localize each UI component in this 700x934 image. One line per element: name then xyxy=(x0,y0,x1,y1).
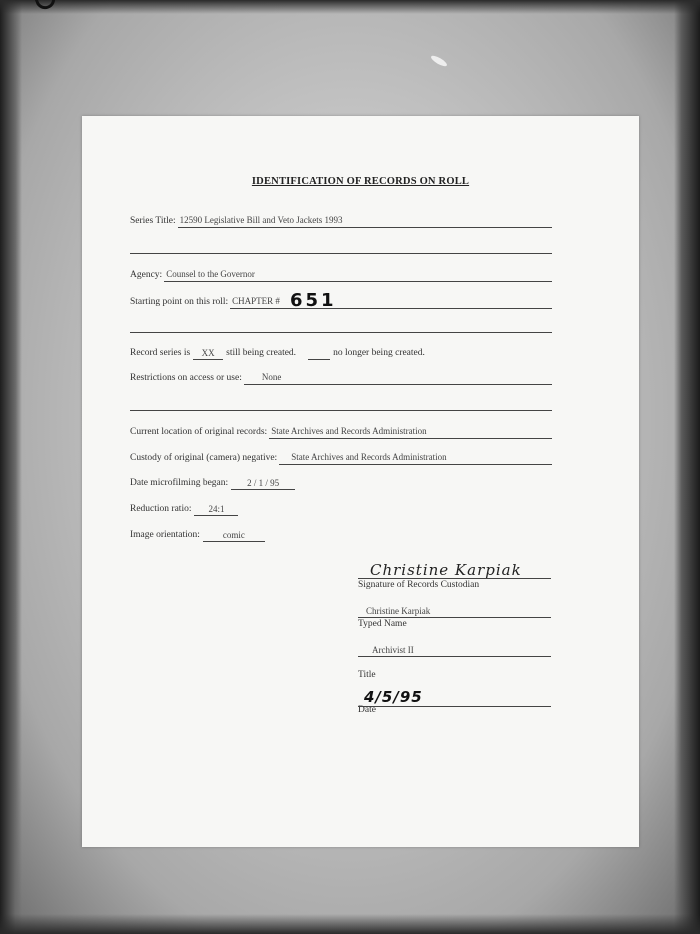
still-created-mark[interactable]: XX xyxy=(193,347,223,360)
current-location-field[interactable]: State Archives and Records Administration xyxy=(269,424,552,439)
starting-point-continuation-line xyxy=(130,332,552,333)
title-line[interactable] xyxy=(358,636,551,657)
custody-field[interactable]: State Archives and Records Administration xyxy=(279,450,552,465)
signature-section xyxy=(358,556,551,590)
current-location-row xyxy=(130,423,552,439)
records-form-page xyxy=(82,116,639,847)
title-value: Archivist II xyxy=(372,645,414,655)
series-title-continuation-line xyxy=(130,253,552,254)
date-label: Date xyxy=(358,705,376,715)
record-series-label: Record series is xyxy=(130,348,191,358)
typed-name-line[interactable] xyxy=(358,597,551,618)
date-began-field[interactable]: 2 / 1 / 95 xyxy=(231,477,295,490)
typed-name-label: Typed Name xyxy=(358,619,407,629)
form-title xyxy=(82,176,639,187)
scan-edge-top xyxy=(0,0,700,14)
typed-name-section xyxy=(358,597,551,629)
scan-edge-left xyxy=(0,0,22,934)
date-began-row xyxy=(130,474,298,490)
no-longer-label: no longer being created. xyxy=(333,348,425,358)
image-orientation-field[interactable]: comic xyxy=(203,529,265,542)
scan-edge-bottom xyxy=(0,914,700,934)
series-title-row xyxy=(130,212,552,228)
still-created-label: still being created. xyxy=(226,348,297,358)
date-line[interactable] xyxy=(358,684,551,707)
record-series-row xyxy=(130,344,552,360)
reduction-ratio-field[interactable]: 24:1 xyxy=(194,503,238,516)
series-title-field[interactable]: 12590 Legislative Bill and Veto Jackets 1993 xyxy=(178,213,552,228)
scan-edge-right xyxy=(674,0,700,934)
signature-label: Signature of Records Custodian xyxy=(358,580,480,590)
signature-handwritten: Christine Karpiak xyxy=(370,561,522,579)
starting-point-value: CHAPTER # xyxy=(232,296,280,306)
custody-label: Custody of original (camera) negative: xyxy=(130,453,278,463)
date-handwritten: 4/5/95 xyxy=(364,688,423,706)
date-began-label: Date microfilming began: xyxy=(130,478,229,488)
typed-name-value: Christine Karpiak xyxy=(366,606,431,616)
restrictions-label: Restrictions on access or use: xyxy=(130,373,242,383)
chapter-number-handwritten: 651 xyxy=(289,290,337,311)
current-location-label: Current location of original records: xyxy=(130,427,268,437)
series-title-label: Series Title: xyxy=(130,216,176,226)
no-longer-mark[interactable] xyxy=(308,359,330,360)
agency-row xyxy=(130,266,552,282)
restrictions-continuation-line xyxy=(130,410,552,411)
reduction-ratio-row xyxy=(130,500,241,516)
restrictions-row xyxy=(130,369,552,385)
restrictions-field[interactable]: None xyxy=(244,370,552,385)
form-title-text: IDENTIFICATION OF RECORDS ON ROLL xyxy=(251,176,470,187)
signature-line[interactable] xyxy=(358,556,551,579)
image-orientation-row xyxy=(130,526,268,542)
custody-row xyxy=(130,449,552,465)
title-section xyxy=(358,636,551,680)
starting-point-row xyxy=(130,289,552,309)
agency-label: Agency: xyxy=(130,270,163,280)
image-orientation-label: Image orientation: xyxy=(130,530,200,540)
agency-field[interactable]: Counsel to the Governor xyxy=(164,267,552,282)
starting-point-field[interactable] xyxy=(230,290,552,309)
date-section xyxy=(358,684,551,715)
starting-point-label: Starting point on this roll: xyxy=(130,297,229,307)
title-label: Title xyxy=(358,670,376,680)
reduction-ratio-label: Reduction ratio: xyxy=(130,504,192,514)
